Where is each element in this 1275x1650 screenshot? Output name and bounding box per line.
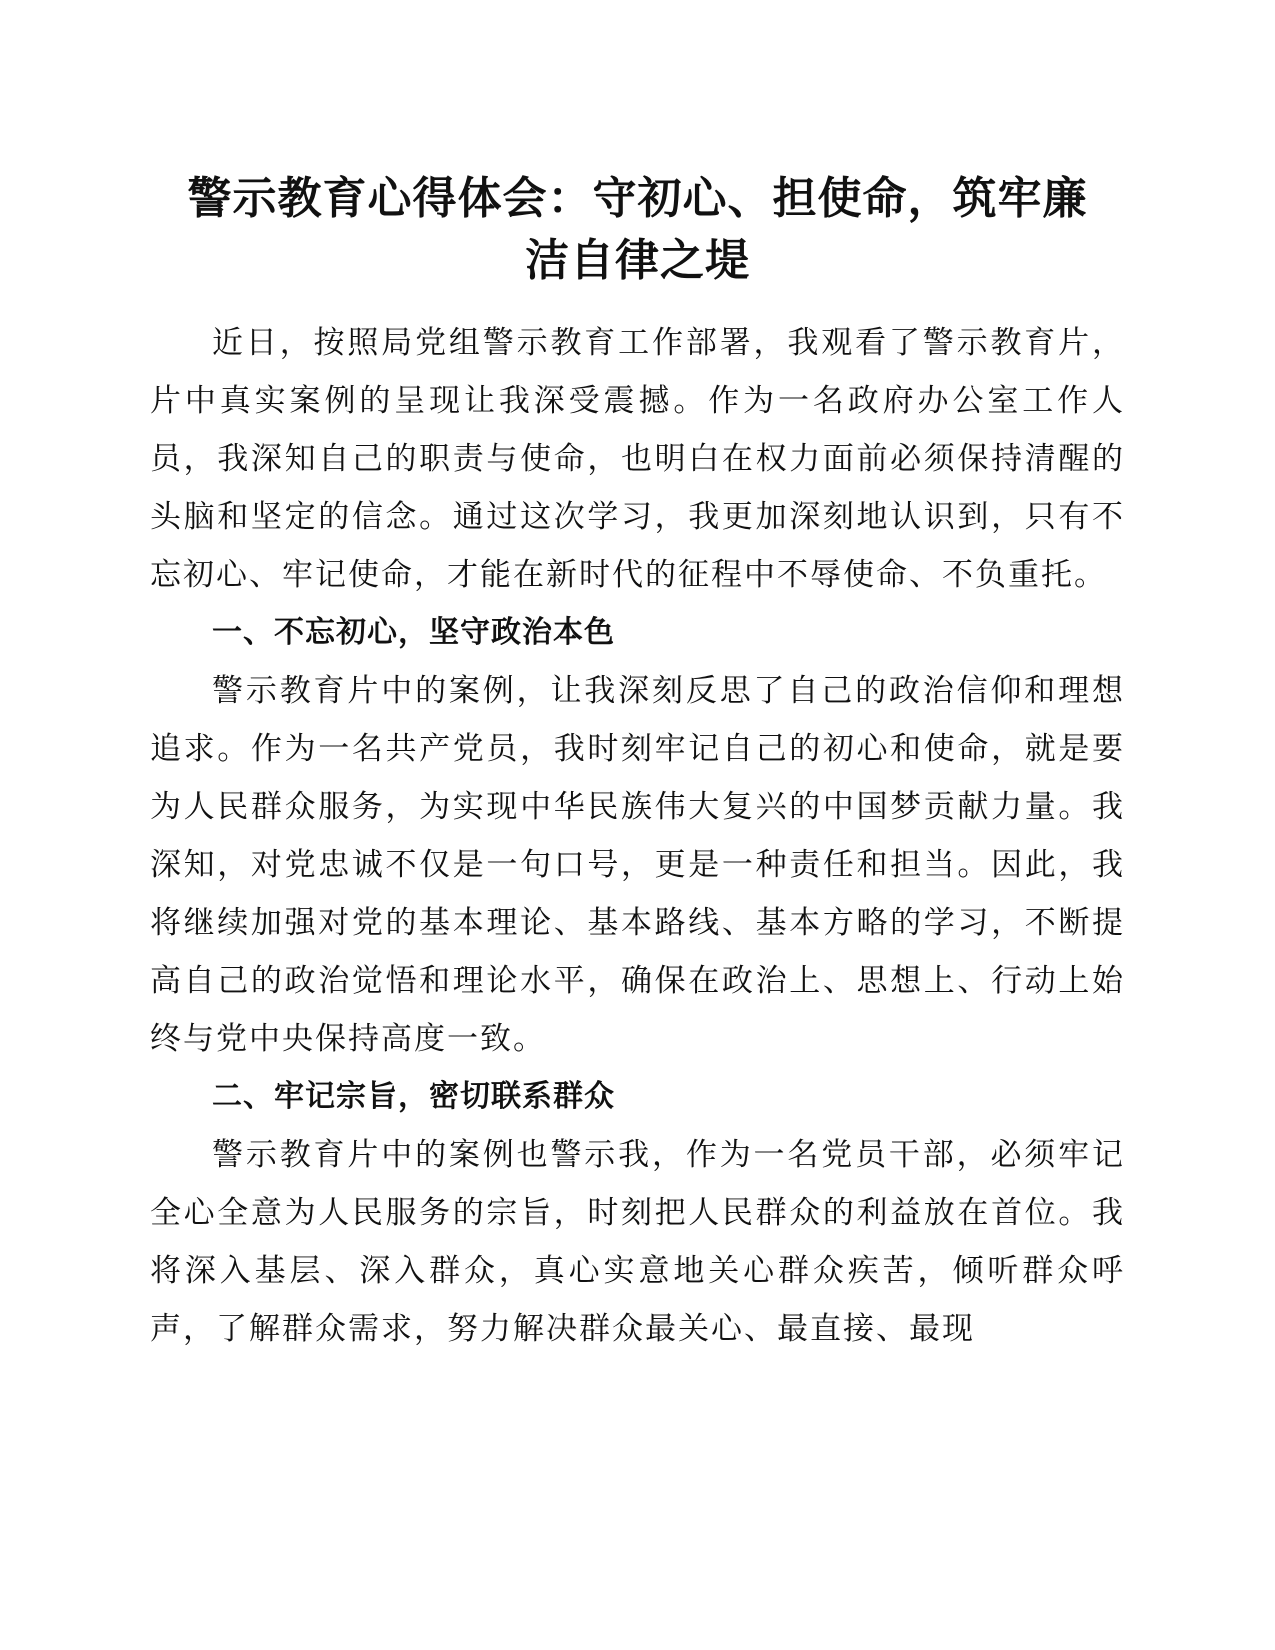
intro-paragraph: 近日，按照局党组警示教育工作部署，我观看了警示教育片，片中真实案例的呈现让我深受震撼。作为一名政府办公室工作人员，我深知自己的职责与使命，也明白在权力面前必须保持清醒的头脑和坚定的信念。通过这次学习，我更加深刻地认识到，只有不忘初心、牢记使命，才能在新时代的征程中不辱使命、不负重托。 <box>150 325 1125 593</box>
section-1-heading: 一、不忘初心，坚守政治本色 <box>212 615 615 650</box>
section-2-paragraph: 警示教育片中的案例也警示我，作为一名党员干部，必须牢记全心全意为人民服务的宗旨，时刻把人民群众的利益放在首位。我将深入基层、深入群众，真心实意地关心群众疾苦，倾听群众呼声，了解群众需求，努力解决群众最关心、最直接、最现 <box>150 1137 1125 1347</box>
section-2-heading: 二、牢记宗旨，密切联系群众 <box>212 1079 615 1114</box>
title-line-2: 洁自律之堤 <box>525 235 750 286</box>
section-1-paragraph: 警示教育片中的案例，让我深刻反思了自己的政治信仰和理想追求。作为一名共产党员，我时刻牢记自己的初心和使命，就是要为人民群众服务，为实现中华民族伟大复兴的中国梦贡献力量。我深知，对党忠诚不仅是一句口号，更是一种责任和担当。因此，我将继续加强对党的基本理论、基本路线、基本方略的学习，不断提高自己的政治觉悟和理论水平，确保在政治上、思想上、行动上始终与党中央保持高度一致。 <box>150 673 1125 1057</box>
document-body <box>150 314 1125 1358</box>
document-title <box>150 168 1125 292</box>
document-page <box>150 168 1125 1358</box>
title-line-1: 警示教育心得体会：守初心、担使命，筑牢廉 <box>187 173 1088 224</box>
